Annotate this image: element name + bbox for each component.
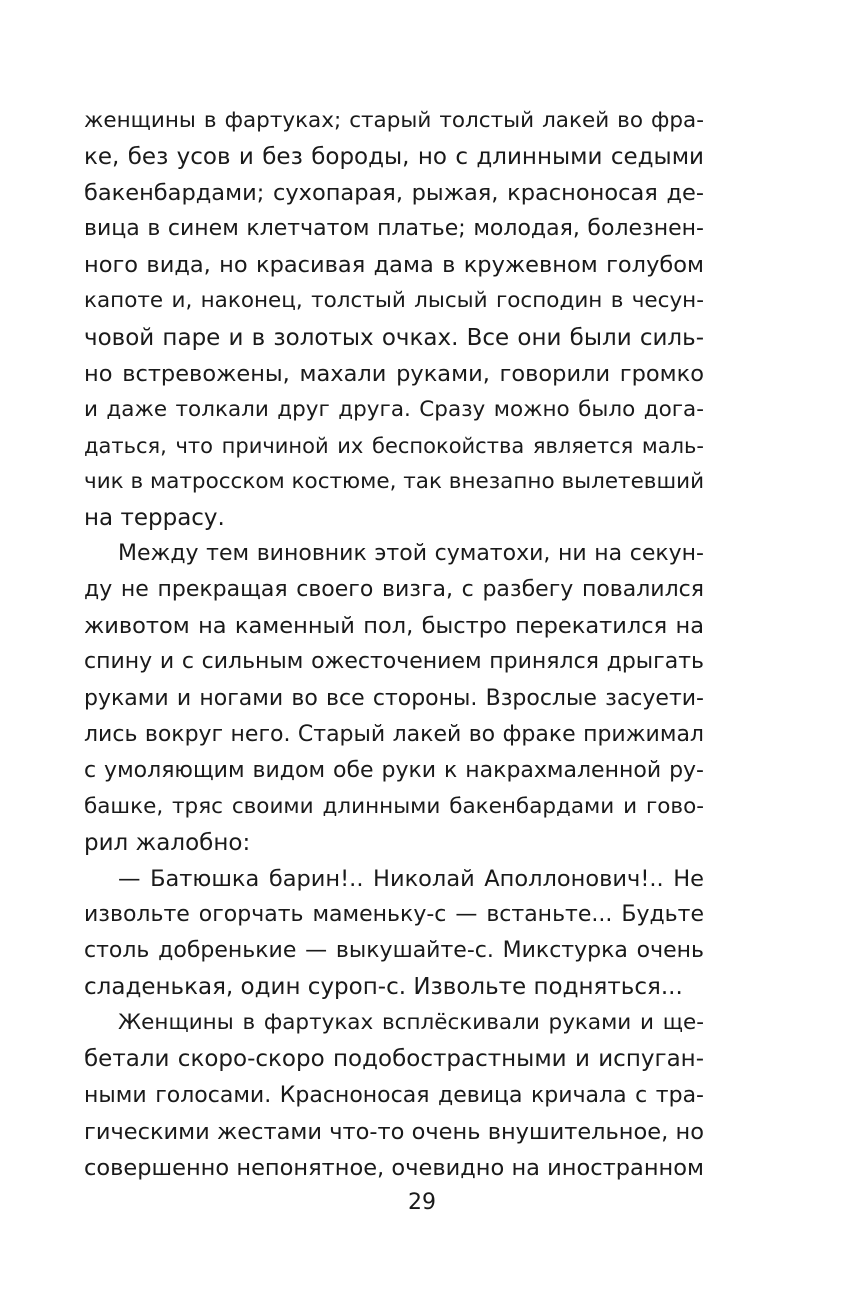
text-line: ке, без усов и без бороды, но с длинными седыми bbox=[84, 144, 704, 171]
text-line: вица в синем клетчатом платье; молодая, болезнен- bbox=[84, 216, 704, 242]
paragraph bbox=[84, 1005, 704, 1185]
text-line: бакенбардами; сухопарая, рыжая, красноносая де- bbox=[84, 180, 704, 207]
text-line: ду не прекращая своего визга, с разбегу повалился bbox=[84, 577, 704, 603]
text-line: капоте и, наконец, толстый лысый господин в чесун- bbox=[84, 288, 704, 314]
text-line: човой паре и в золотых очках. Все они были силь- bbox=[84, 324, 704, 351]
text-line: Между тем виновник этой суматохи, ни на секун- bbox=[118, 541, 704, 567]
text-line: ными голосами. Красноносая девица кричала с тра- bbox=[84, 1082, 704, 1108]
text-line: женщины в фартуках; старый толстый лакей во фра- bbox=[84, 108, 704, 133]
paragraph bbox=[84, 103, 704, 536]
text-line: руками и ногами во все стороны. Взрослые засуети- bbox=[84, 685, 704, 711]
text-line: чик в матросском костюме, так внезапно вылетевший bbox=[84, 468, 705, 494]
text-line: — Батюшка барин!.. Николай Аполлонович!.. Не bbox=[118, 865, 704, 892]
text-line: но встревожены, махали руками, говорили громко bbox=[84, 360, 704, 387]
body-text bbox=[84, 103, 704, 1186]
text-line: бетали скоро-скоро подобострастными и испуган- bbox=[84, 1046, 704, 1073]
paragraph bbox=[84, 861, 704, 1005]
text-line: извольте огорчать маменьку-с — встаньте... Будьте bbox=[84, 902, 704, 928]
text-line: ного вида, но красивая дама в кружевном голубом bbox=[84, 252, 704, 279]
text-line: столь добренькие — выкушайте-с. Микстурка очень bbox=[84, 938, 704, 964]
text-line: сладенькая, один суроп-с. Извольте подняться... bbox=[84, 974, 683, 1001]
text-line: башке, тряс своими длинными бакенбардами и гово- bbox=[84, 793, 704, 819]
text-line: спину и с сильным ожесточением принялся дрыгать bbox=[84, 649, 704, 675]
text-line: лись вокруг него. Старый лакей во фраке прижимал bbox=[84, 721, 704, 747]
text-line: Женщины в фартуках всплёскивали руками и ще- bbox=[118, 1010, 704, 1036]
text-line: совершенно непонятное, очевидно на иностранном bbox=[84, 1154, 704, 1181]
page-number: 29 bbox=[408, 1190, 436, 1215]
paragraph bbox=[84, 536, 704, 861]
text-line: на террасу. bbox=[84, 505, 225, 532]
text-line: животом на каменный пол, быстро перекатился на bbox=[84, 613, 704, 640]
text-line: с умоляющим видом обе руки к накрахмаленной ру- bbox=[84, 757, 704, 783]
text-line: даться, что причиной их беспокойства является маль- bbox=[84, 433, 704, 458]
text-line: рил жалобно: bbox=[84, 829, 251, 856]
text-line: и даже толкали друг друга. Сразу можно было дога- bbox=[84, 396, 704, 422]
text-line: гическими жестами что-то очень внушительное, но bbox=[84, 1118, 704, 1145]
